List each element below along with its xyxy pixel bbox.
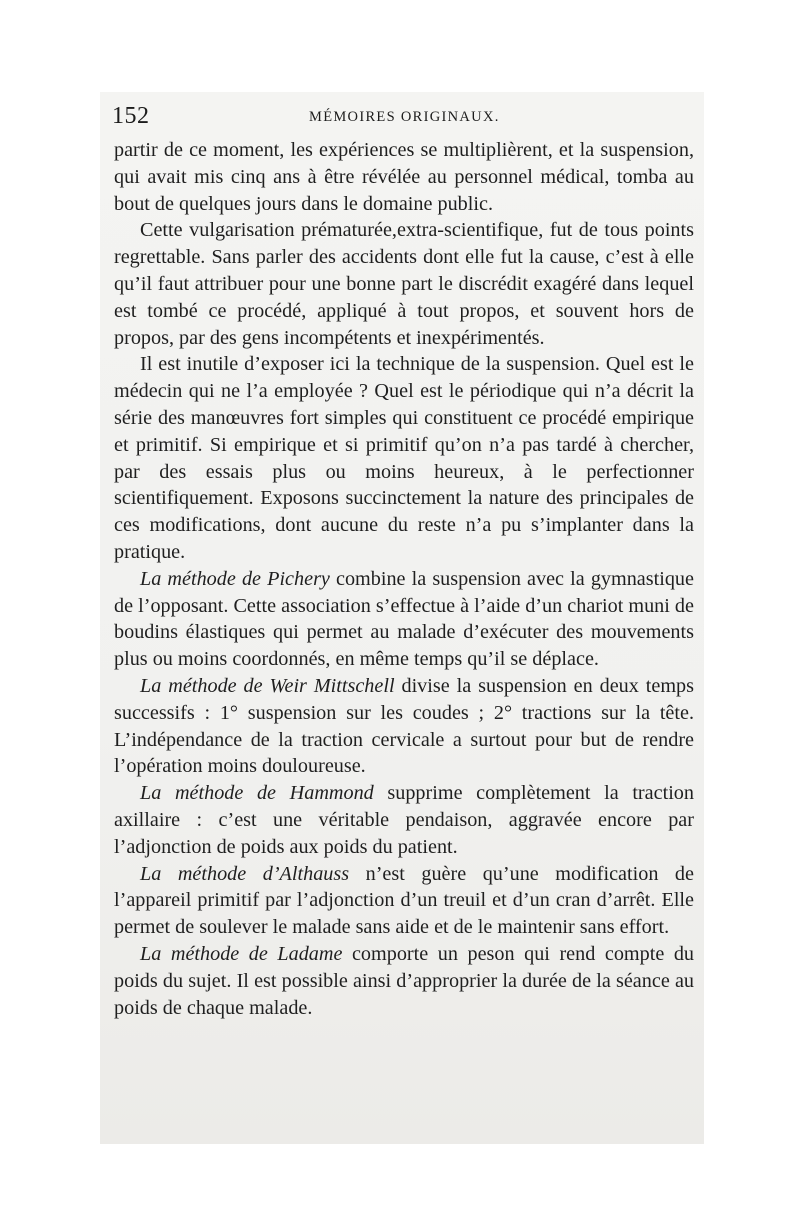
paragraph <box>114 566 694 673</box>
paragraph <box>114 673 694 780</box>
running-head: MÉMOIRES ORIGINAUX. <box>309 109 500 125</box>
page-header <box>112 102 698 130</box>
paragraph <box>114 137 694 217</box>
method-title: La méthode de Ladame <box>140 942 343 965</box>
paragraph <box>114 780 694 860</box>
method-title: La méthode de Hammond <box>140 782 374 805</box>
paragraph <box>114 351 694 565</box>
paragraph <box>114 217 694 351</box>
page-number: 152 <box>112 103 150 129</box>
paragraph-text: comporte un peson qui rend compte du poids du sujet. Il est possible ainsi d’approprier la durée de la séance au poids de chaque malade. <box>114 942 695 1019</box>
body-text <box>114 137 694 1021</box>
paragraph-text: Il est inutile d’exposer ici la technique de la suspension. Quel est le médecin qui ne l’a employée ? Quel est le périodique qui n’a décrit la série des manœuvres fort simples qui constituent ce procédé empirique et primitif. Si empirique et si primitif qu’on n’a pas tardé à chercher, par des essais plus ou moins heureux, à le perfectionner scientifiquement. Exposons succinctement la nature des principales de ces modifications, dont aucune du reste n’a pu s’implanter dans la pratique. <box>114 353 694 563</box>
paragraph-text: supprime complètement la traction axillaire : c’est une véritable pendaison, aggravée encore par l’adjonction de poids aux poids du patient. <box>114 782 694 858</box>
paragraph-text: combine la suspension avec la gymnastique de l’opposant. Cette association s’effectue à l’aide d’un chariot muni de boudins élastiques qui permet au malade d’exécuter des mouvements plus ou moins coordonnés, en même temps qu’il se déplace. <box>114 567 694 671</box>
paragraph-text: Cette vulgarisation prématurée,extra-scientifique, fut de tous points regrettable. Sans parler des accidents dont elle fut la cause, c’est à elle qu’il faut attribuer pour une bonne part le discrédit exagéré dans lequel est tombé ce procédé, appliqué à tout propos, et souvent hors de propos, par des gens incompétents et inexpérimentés. <box>114 219 694 349</box>
paragraph-text: divise la suspension en deux temps successifs : 1° suspension sur les coudes ; 2° tractions sur la tête. L’indépendance de la traction cervicale a surtout pour but de rendre l’opération moins douloureuse. <box>114 674 694 778</box>
method-title: La méthode d’Althauss <box>140 862 350 885</box>
paragraph <box>114 861 694 941</box>
method-title: La méthode de Pichery <box>140 567 330 590</box>
method-title: La méthode de Weir Mittschell <box>140 674 395 697</box>
paragraph-text: n’est guère qu’une modification de l’appareil primitif par l’adjonction d’un treuil et d’un cran d’arrêt. Elle permet de soulever le malade sans aide et de le maintenir sans effort. <box>114 862 694 939</box>
paragraph <box>114 941 694 1021</box>
paragraph-text: partir de ce moment, les expériences se multiplièrent, et la suspension, qui avait mis cinq ans à être révélée au personnel médical, tomba au bout de quelques jours dans le domaine public. <box>114 139 694 215</box>
